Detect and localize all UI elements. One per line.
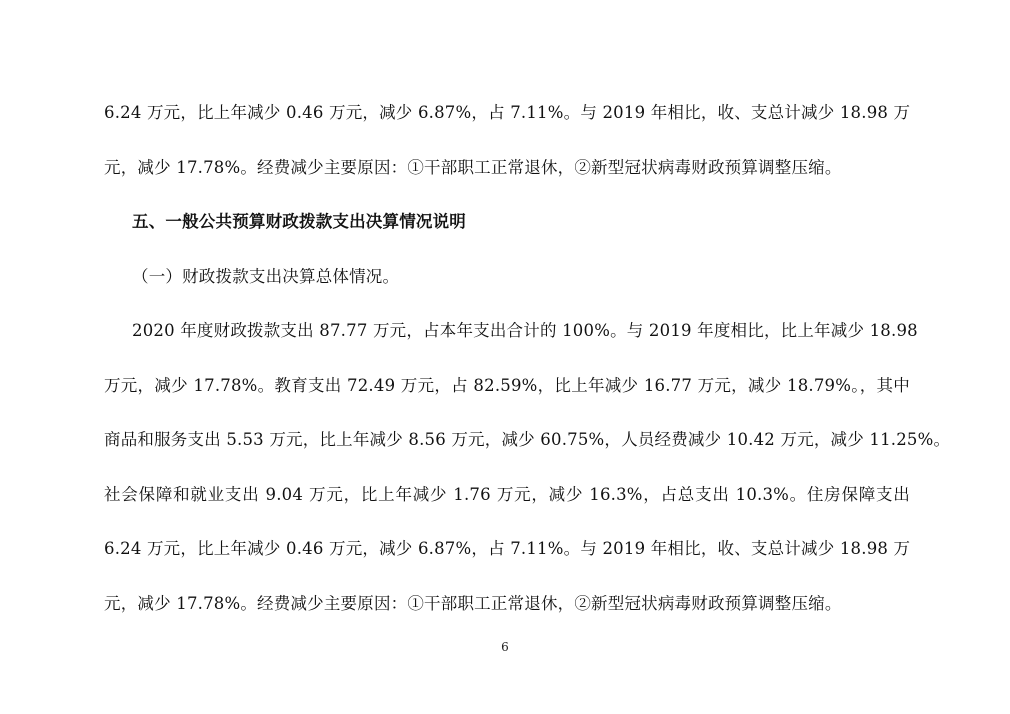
paragraph-line: 万元，减少 17.78%。教育支出 72.49 万元，占 82.59%，比上年减少 16.77 万元，减少 18.79%。，其中 <box>104 376 910 395</box>
page-number: 6 <box>501 640 509 654</box>
paragraph-line: 6.24 万元，比上年减少 0.46 万元，减少 6.87%，占 7.11%。与 2019 年相比，收、支总计减少 18.98 万 <box>104 539 911 558</box>
paragraph-line: 元，减少 17.78%。经费减少主要原因：①干部职工正常退休，②新型冠状病毒财政预算调整压缩。 <box>104 158 842 177</box>
subsection-heading: （一）财政拨款支出决算总体情况。 <box>132 267 400 286</box>
paragraph-line: 社会保障和就业支出 9.04 万元，比上年减少 1.76 万元，减少 16.3%，占总支出 10.3%。住房保障支出 <box>104 485 910 504</box>
section-heading: 五、一般公共预算财政拨款支出决算情况说明 <box>132 212 466 231</box>
paragraph-line: 6.24 万元，比上年减少 0.46 万元，减少 6.87%，占 7.11%。与 2019 年相比，收、支总计减少 18.98 万 <box>104 103 911 122</box>
paragraph-line: 2020 年度财政拨款支出 87.77 万元，占本年支出合计的 100%。与 2019 年度相比，比上年减少 18.98 <box>132 321 918 340</box>
paragraph-line: 元，减少 17.78%。经费减少主要原因：①干部职工正常退休，②新型冠状病毒财政预算调整压缩。 <box>104 594 842 613</box>
paragraph-line: 商品和服务支出 5.53 万元，比上年减少 8.56 万元，减少 60.75%，人员经费减少 10.42 万元，减少 11.25%。 <box>104 430 951 449</box>
